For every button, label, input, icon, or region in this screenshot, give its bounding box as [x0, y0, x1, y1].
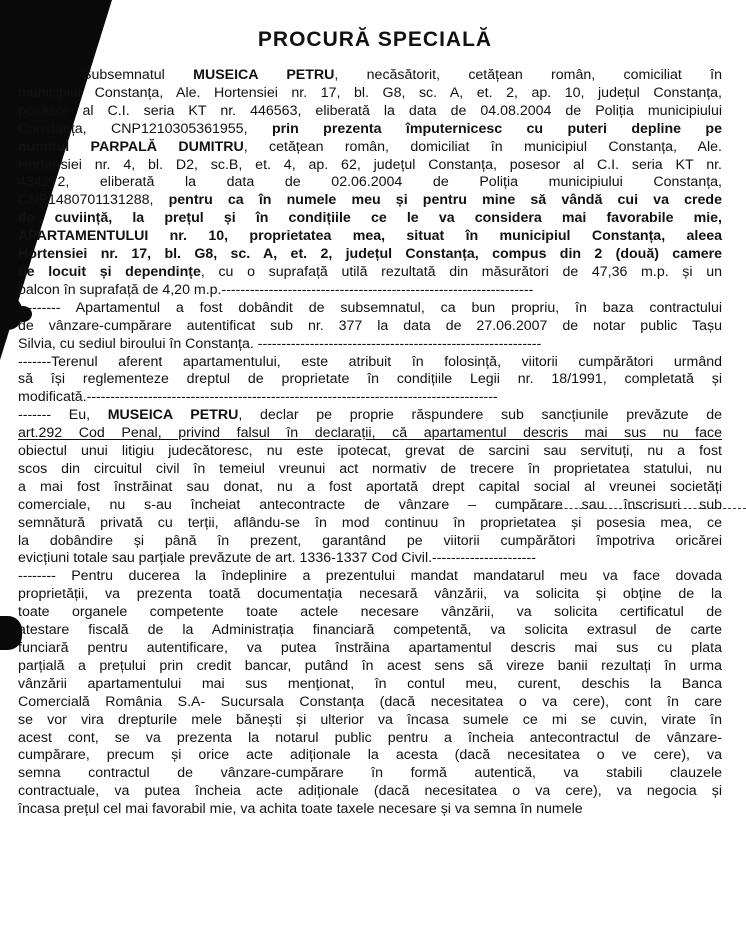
- text-run: Hortensiei nr. 4, bl. D2, sc.B, et. 4, ap. 62, județul Constanța, posesor al C.I. seria KT nr.: [18, 156, 722, 173]
- text-line: [18, 586, 722, 604]
- text-line: [18, 497, 722, 515]
- text-run: proprietății, va prezenta toată documentația necesară vânzării, va solicita și obține de la: [18, 586, 722, 603]
- text-line: [18, 174, 722, 192]
- text-line: [18, 85, 722, 103]
- text-line: [18, 783, 722, 801]
- bold-text-run: de cuviință, la prețul și în condițiile ce le va considera mai favorabile mie,: [18, 210, 722, 227]
- text-line: [18, 210, 722, 228]
- text-line: [18, 425, 722, 443]
- text-line: [18, 264, 722, 282]
- text-line: [18, 515, 722, 533]
- text-run: a mai fost înstrăinat sau donat, nu a fost aportată drept capital social al vreunei societăți: [18, 478, 722, 495]
- text-run: CNP1480701131288,: [18, 192, 169, 209]
- text-line: [18, 121, 722, 139]
- text-line: [18, 103, 722, 121]
- text-line: [18, 407, 722, 425]
- text-line: [18, 354, 722, 372]
- text-run: Silvia, cu sediul biroului în Constanța. ------------------------------------------------------------: [18, 335, 542, 352]
- text-line: [18, 228, 722, 246]
- text-run: semna contractul de vânzare-cumpărare în formă autentică, va stabili clauzele: [18, 765, 722, 782]
- text-line: [18, 730, 722, 748]
- text-run: acest cont, se va prezenta la notarul public pentru a încheia antecontractul de vânzare-: [18, 729, 722, 746]
- text-run: funciară pentru autentificare, va putea înstrăina apartamentul descris mai sus cu plata: [18, 640, 722, 656]
- text-line: [18, 640, 722, 658]
- text-run: modificată.---------------------------------------------------------------------------------------: [18, 389, 498, 406]
- text-run: se vor vira drepturile mele bănești și ulterior va încasa sumele ce mi se cuvin, virate în: [18, 711, 722, 728]
- text-run: , declar pe proprie răspundere sub sancțiunile prevăzute de: [238, 407, 722, 424]
- text-line: [18, 300, 722, 318]
- text-run: parțială a prețului prin credit bancar, putând în acest sens să vireze banii rezultați în urma: [18, 657, 722, 674]
- text-run: toate organele competente toate actele necesare vânzării, va solicita certificatul de: [18, 604, 722, 621]
- paragraph: [18, 300, 722, 354]
- text-line: [18, 246, 722, 264]
- text-line: [18, 801, 722, 819]
- text-line: [18, 568, 722, 586]
- text-line: [18, 550, 722, 568]
- text-line: [18, 604, 722, 622]
- text-run: balcon în suprafață de 4,20 m.p.------------------------------------------------------------------: [18, 281, 534, 298]
- text-run: , cu o suprafață utilă rezultată din măsurători de 47,36 m.p. și un: [200, 263, 722, 280]
- text-line: [18, 443, 722, 461]
- bold-text-run: Hortensiei nr. 17, bl. G8, sc. A, et. 2, județul Constanța, compus din 2 (două) camere: [18, 246, 722, 263]
- paragraph: [18, 407, 722, 568]
- text-line: [18, 389, 722, 407]
- text-run: încasa prețul cel mai favorabil mie, va achita toate taxele necesare și va semna în numele: [18, 801, 583, 818]
- text-run: , necăsătorit, cetățean român, comiciliat în: [334, 67, 722, 83]
- text-run: Comercială România S.A- Sucursala Constanța (dacă necesitatea o va cere), cont în care: [18, 693, 722, 710]
- text-run: Subsemnatul: [82, 67, 194, 83]
- text-run: Constanța, CNP1210305361955,: [18, 120, 272, 137]
- bold-text-run: pentru ca în numele meu și pentru mine să vândă cui va crede: [168, 192, 722, 209]
- text-run: posesor al C.I. seria KT nr. 446563, eliberată la data de 04.08.2004 de Poliția municipiului: [18, 102, 722, 119]
- text-line: [18, 336, 722, 354]
- paragraph: [18, 67, 722, 300]
- text-line: [18, 747, 722, 765]
- text-line: [18, 765, 722, 783]
- text-run: contractuale, va putea încheia acte adiționale (dacă necesitatea o va cere), va negocia și: [18, 783, 722, 800]
- text-run: să își reglementeze dreptul de proprietate în condițiile Legii nr. 18/1991, completată și: [18, 371, 722, 388]
- text-line: [18, 139, 722, 157]
- text-run: semnătură privată cu terții, aflându-se în mod continuu în proprietatea și posesia mea, ce: [18, 514, 722, 531]
- text-run: de vânzare-cumpărare autentificat sub nr. 377 la data de 27.06.2007 de notar public Tașu: [18, 317, 722, 334]
- bold-text-run: APARTAMENTULUI nr. 10, proprietatea mea, situat în municipiul Constanța, aleea: [18, 228, 722, 245]
- text-run: la dobândire și până în prezent, garantând pe viitorii cumpărători împotriva oricărei: [18, 532, 722, 549]
- text-run: -------- Pentru ducerea la îndeplinire a prezentului mandat mandatarul meu va face dovada: [18, 568, 722, 585]
- bold-text-run: de locuit și dependințe: [18, 263, 201, 280]
- text-run: municipiul Constanța, Ale. Hortensiei nr. 17, bl. G8, sc. A, et. 2, ap. 10, județul Constanța,: [18, 84, 722, 101]
- text-line: [18, 318, 722, 336]
- paragraph: [18, 354, 722, 408]
- text-run: , cetățean român, domiciliat în municipiul Constanța, Ale.: [243, 138, 722, 155]
- text-line: [18, 192, 722, 210]
- text-line: [18, 461, 722, 479]
- bold-text-run: MUSEICA PETRU: [193, 67, 335, 83]
- text-run: atestare fiscală de la Administrația financiară competentă, va solicita extrasul de carte: [18, 622, 722, 639]
- text-run: ------- Eu,: [18, 407, 108, 424]
- text-line: [18, 712, 722, 730]
- text-line: [18, 67, 722, 85]
- paragraph: [18, 568, 722, 819]
- text-line: [18, 533, 722, 551]
- text-run: --------- Apartamentul a fost dobândit de subsemnatul, ca bun propriu, în baza contractului: [18, 299, 722, 316]
- bold-text-run: numitul PARPALĂ DUMITRU: [18, 138, 244, 155]
- text-line: [18, 676, 722, 694]
- text-run: 434272, eliberată la data de 02.06.2004 de Poliția municipiului Constanța,: [18, 174, 722, 191]
- text-run: art.292 Cod Penal, privind falsul în declarații, că apartamentul descris mai sus nu face: [18, 425, 722, 442]
- text-line: [18, 371, 722, 389]
- text-line: [18, 622, 722, 640]
- scan-artifact-line: [520, 508, 746, 509]
- document-title: PROCURĂ SPECIALĂ: [257, 28, 493, 51]
- text-run: cumpărare, precum și orice acte adiționale la acesta (dacă necesitatea o ve cere), va: [18, 747, 722, 764]
- text-run: obiectul unui litigiu judecătoresc, nu este ipotecat, grevat de sarcini sau servituți, nu a fost: [18, 443, 722, 460]
- text-run: evicțiuni totale sau parțiale prevăzute de art. 1336-1337 Cod Civil.----------------------: [18, 550, 536, 567]
- document-body: [18, 67, 722, 819]
- text-line: [18, 282, 722, 300]
- bold-text-run: prin prezenta împuternicesc cu puteri depline pe: [271, 120, 722, 137]
- text-line: [18, 694, 722, 712]
- bold-text-run: MUSEICA PETRU: [107, 407, 239, 424]
- text-line: [18, 479, 722, 497]
- text-line: [18, 658, 722, 676]
- text-line: [18, 157, 722, 175]
- text-run: comerciale, nu s-au încheiat antecontracte de vânzare – cumpărare sau înscrisuri sub: [18, 496, 722, 513]
- text-run: scos din circuitul civil în temeiul vreunui act normativ de trecere în proprietatea statului, nu: [18, 460, 722, 477]
- text-run: vânzării apartamentului mai sus menționat, în contul meu, curent, deschis la Banca: [18, 675, 722, 692]
- text-run: -------Terenul aferent apartamentului, este atribuit în folosință, viitorii cumpărători urmând: [18, 353, 722, 370]
